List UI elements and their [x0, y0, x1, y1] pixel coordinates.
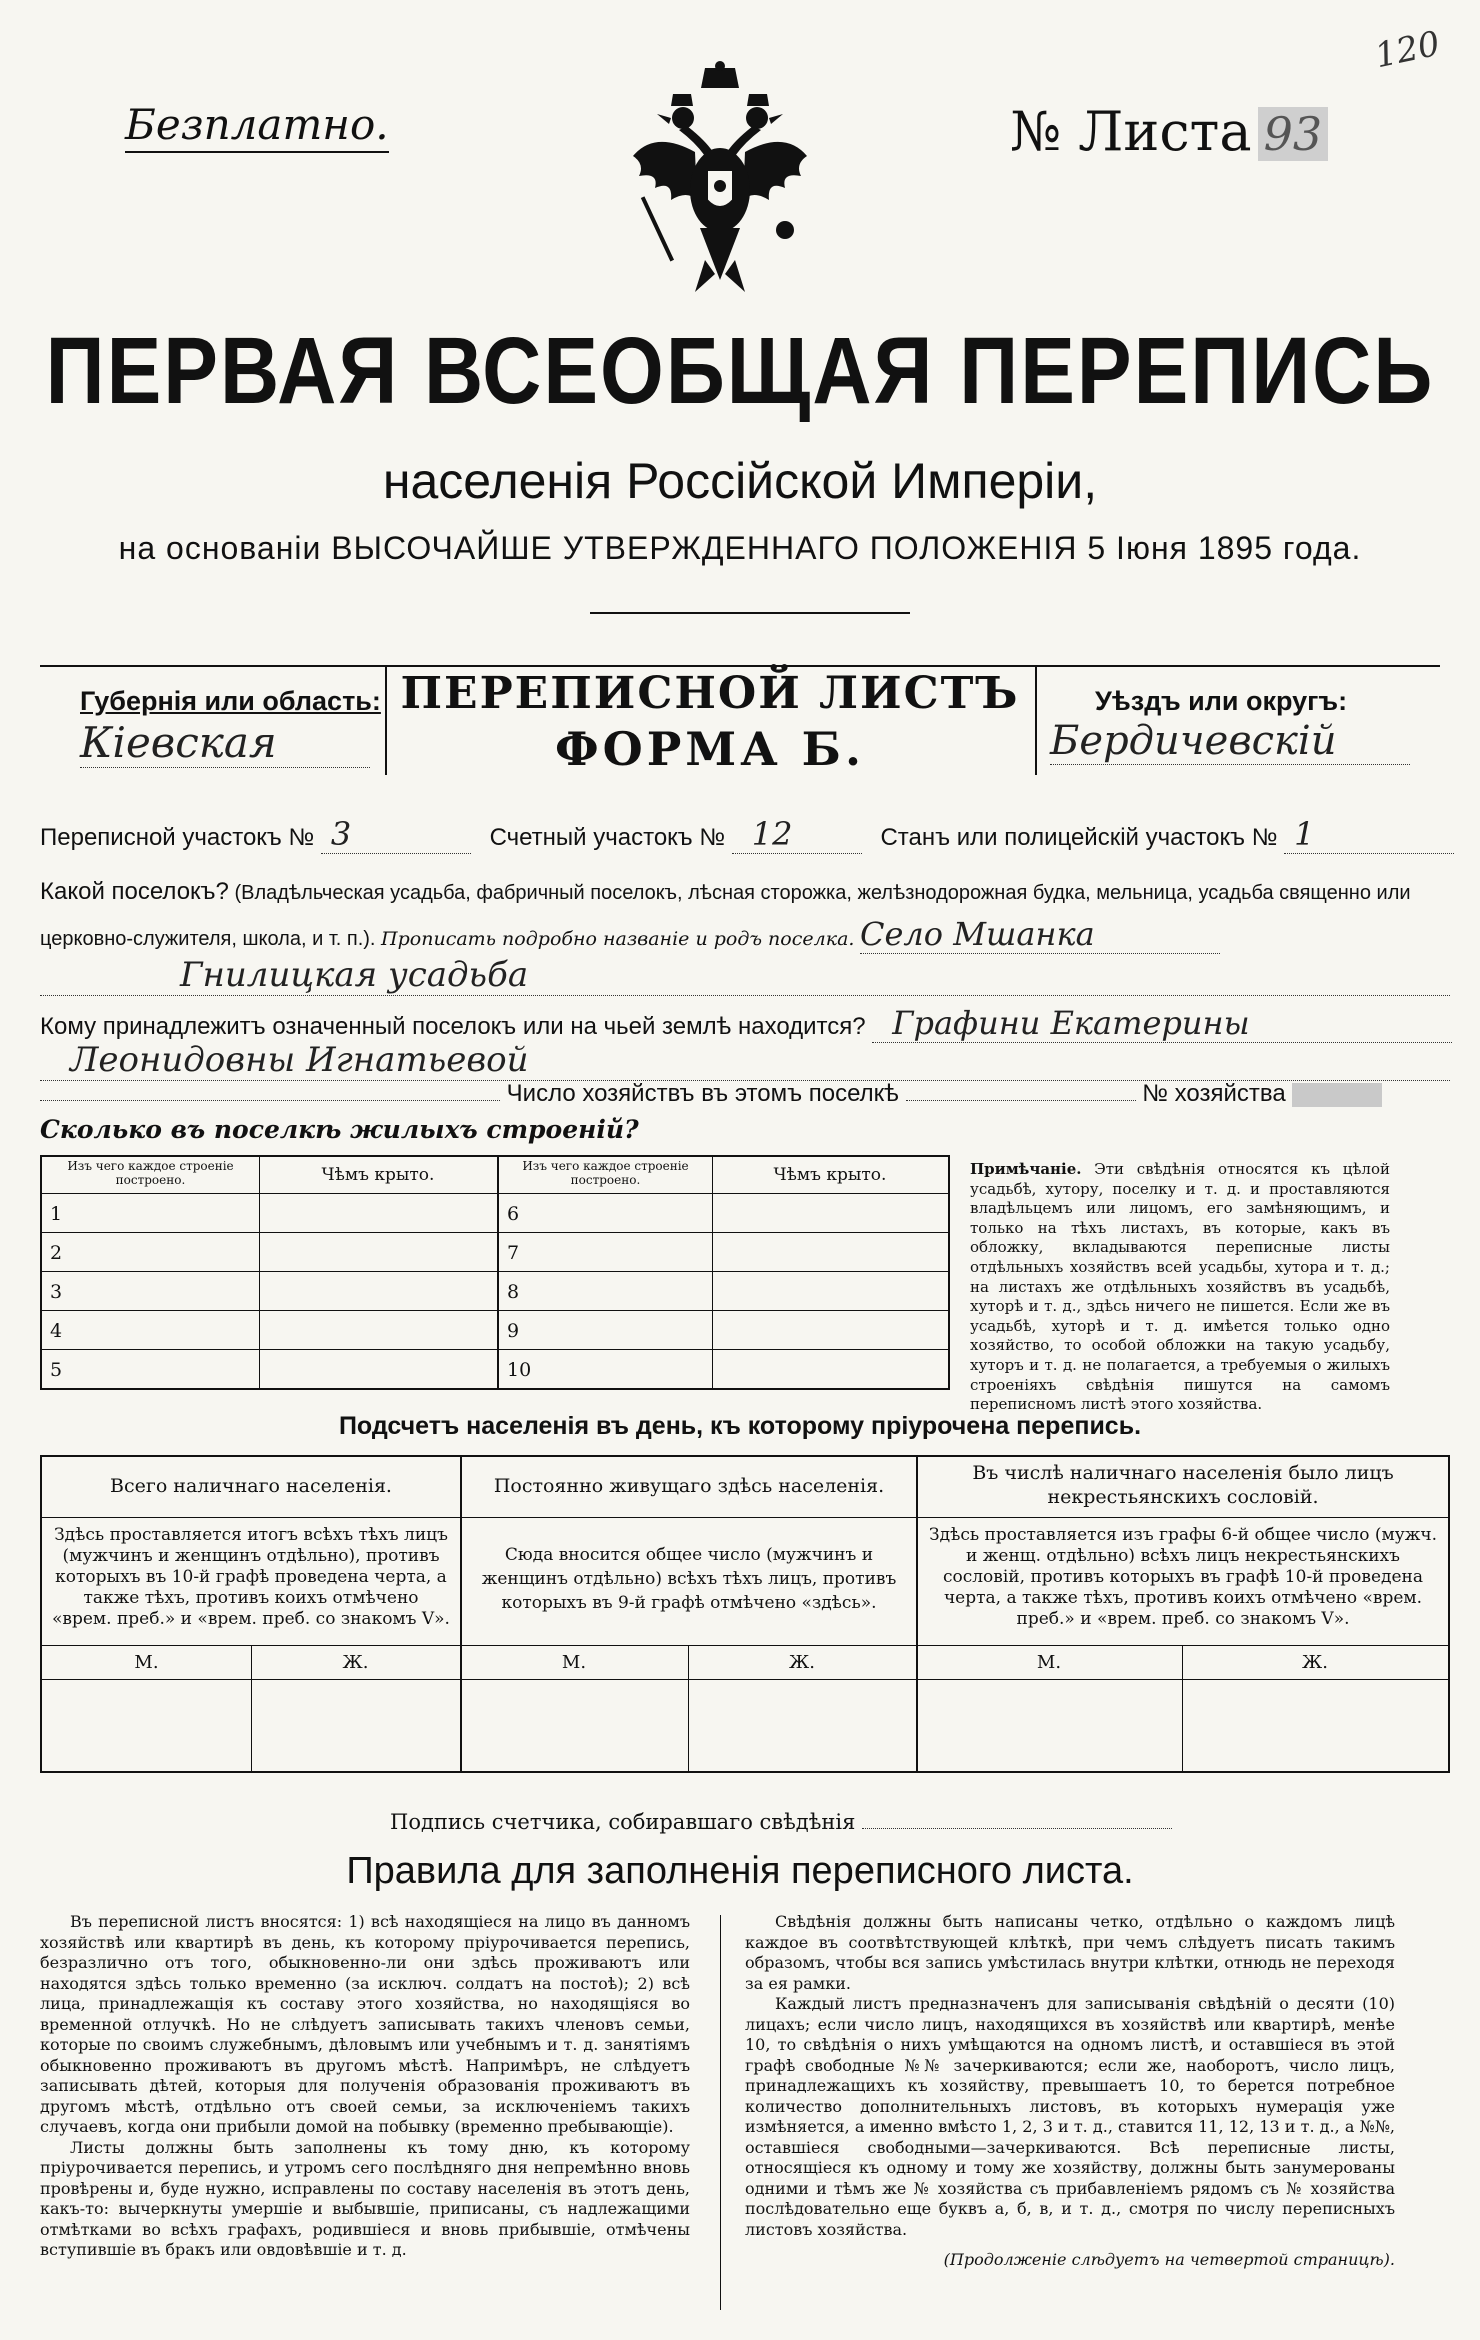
pop-rule — [42, 1645, 1448, 1646]
form-top-rule — [40, 665, 1440, 667]
table-row — [499, 1311, 948, 1350]
table-row — [42, 1233, 497, 1272]
table-row — [499, 1272, 948, 1311]
table-row — [499, 1233, 948, 1272]
note-text: Эти свѣдѣнія относятся къ цѣлой усадьбѣ, хутору, поселку и т. д. и проставляются владѣльцемъ или лицомъ, его замѣняющимъ, и только на тѣхъ листахъ, въ которые, какъ въ обложку, вкладываются переписные листы отдѣльныхъ хозяйствъ всей усадьбы, хутора и т. д.; на листахъ же отдѣльныхъ хозяйствъ въ усадьбѣ, хуторѣ и т. д., здѣсь ничего не пишется. Если же въ усадьбѣ, хуторѣ и т. д. имѣется только одно хозяйство, то особой обложки на такую усадьбу, хуторъ и т. д. не полагается, а требуемыя о жилыхъ строеніяхъ свѣдѣнія пишутся на самомъ переписномъ листѣ этого хозяйства. — [970, 1160, 1390, 1414]
rules-title: Правила для заполненія переписного листа. — [346, 1850, 1134, 1892]
sheet-number — [1010, 100, 1328, 163]
census-area-value: 3 — [321, 815, 471, 854]
row-number: 8 — [507, 1281, 520, 1303]
page-subtitle: населенія Россійской Имперіи, — [382, 453, 1098, 509]
row-number: 9 — [507, 1320, 520, 1342]
sheet-title: ПЕРЕПИСНОЙ ЛИСТЪ — [400, 668, 1020, 719]
divider — [590, 612, 910, 614]
province-label: Губернія или область: — [80, 686, 381, 716]
households-blank-lead — [40, 1100, 500, 1101]
table-row — [499, 1194, 948, 1233]
pop-rule — [42, 1679, 1448, 1680]
rules-right-p2: Каждый листъ предназначенъ для записыванія свѣдѣній о десяти (10) лицахъ; если число лицъ, находящихся въ хозяйствѣ или квартирѣ, менѣе 10, то свѣдѣнія о нихъ умѣщаются на одномъ листѣ, и оставшіеся въ этой графѣ свободные №№ зачеркиваются; если же, наоборотъ, число лицъ, принадлежащихъ къ хозяйству, превышаетъ 10, то берется потребное количество дополнительныхъ листовъ, въ которыхъ нумерація уже измѣняется, а именно вмѣсто 1, 2, 3 и т. д., ставится 11, 12, 13 и т. д., а №№, оставшіеся свободными—зачеркиваются. Всѣ переписные листы, относящіеся къ одному и тому же хозяйству, должны быть занумерованы одними и тѣмъ же № хозяйства съ прибавленіемъ рядомъ съ № хозяйства послѣдовательно еще буквъ а, б, в, и т. д., смотря по числу переписныхъ листовъ хозяйства. — [745, 1994, 1395, 2239]
rules-continued: (Продолженіе слѣдуетъ на четвертой страницѣ). — [943, 2250, 1395, 2269]
row-number: 2 — [50, 1242, 63, 1264]
settlement-value-2: Гнилицкая усадьба — [40, 955, 1450, 996]
note-label: Примѣчаніе. — [970, 1160, 1082, 1178]
col-roof-left: Чѣмъ крыто. — [321, 1165, 435, 1185]
pop-m-2: М. — [561, 1652, 587, 1673]
table-row — [42, 1311, 497, 1350]
row-number: 1 — [50, 1203, 63, 1225]
form-divider-right — [1035, 665, 1037, 775]
note — [970, 1160, 1390, 1415]
rules-col-rule — [720, 1915, 721, 2310]
station-label: Станъ или полицейскій участокъ № — [880, 824, 1278, 851]
row-number: 3 — [50, 1281, 63, 1303]
district-label: Уѣздъ или округъ: — [1095, 686, 1348, 716]
sheet-number-value: 93 — [1258, 107, 1329, 161]
page-title: ПЕРВАЯ ВСЕОБЩАЯ ПЕРЕПИСЬ — [45, 319, 1435, 424]
owner-value-1: Графини Екатерины — [872, 1004, 1452, 1043]
census-area-label: Переписной участокъ № — [40, 824, 315, 851]
household-no-label: № хозяйства — [1142, 1080, 1286, 1107]
rules-right-p1: Свѣдѣнія должны быть написаны четко, отдѣльно о каждомъ лицѣ каждое въ соотвѣтствующей клѣткѣ, при чемъ слѣдуетъ писать такимъ образомъ, чтобы вся запись умѣстилась внутри клѣтки, отнюдь не переходя за ея рамки. — [745, 1912, 1395, 1993]
household-no-redacted — [1292, 1083, 1382, 1107]
row-number: 4 — [50, 1320, 63, 1342]
signature-blank — [862, 1828, 1172, 1829]
station-value: 1 — [1284, 815, 1454, 854]
table-row — [42, 1272, 497, 1311]
settlement-instruction: Прописать подробно названіе и родъ поселка. — [381, 928, 855, 950]
coat-of-arms-icon — [625, 60, 815, 300]
rules-left-p1: Въ переписной листъ вносятся: 1) всѣ находящіеся на лицо въ данномъ хозяйствѣ или квартирѣ въ день, къ которому пріурочивается перепись, безразлично отъ того, обыкновенно-ли они здѣсь проживаютъ или находятся здѣсь только временно (за исключ. солдатъ на постоѣ); 2) всѣ лица, принадлежащія къ составу этого хозяйства, но находящіяся во временной отлучкѣ. Но не слѣдуетъ записывать такихъ членовъ семьи, которые по своимъ служебнымъ, дѣловымъ или учебнымъ и т. д. занятіямъ обыкновенно проживаютъ въ другомъ мѣстѣ. Напримѣръ, не слѣдуетъ записывать дѣтей, которыя для полученія образованія проживаютъ въ другомъ мѣстѣ, отдѣльно отъ своей семьи, за исключеніемъ такихъ случаевъ, когда они прибыли домой на побывку (временно пребывающіе). — [40, 1912, 690, 2136]
buildings-label: Сколько въ поселкѣ жилыхъ строеній? — [40, 1115, 639, 1144]
owner-row — [40, 1004, 1450, 1043]
households-label: Число хозяйствъ въ этомъ поселкѣ — [506, 1080, 899, 1107]
pop-col3-head: Въ числѣ наличнаго населенія было лицъ некрестьянскихъ сословій. — [972, 1462, 1394, 1508]
pop-f-1: Ж. — [342, 1652, 369, 1673]
settlement-value-1: Село Мшанка — [860, 915, 1220, 954]
col-material-left: Изъ чего каждое строеніе построено. — [67, 1159, 234, 1187]
row-number: 7 — [507, 1242, 520, 1264]
sheet-number-label: № Листа — [1010, 100, 1252, 163]
row-number: 5 — [50, 1359, 63, 1381]
households-row — [40, 1080, 1450, 1108]
households-blank — [906, 1100, 1136, 1101]
province-value: Кіевская — [80, 718, 370, 768]
owner-label: Кому принадлежитъ означенный поселокъ или на чьей землѣ находится? — [40, 1013, 866, 1040]
pop-f-3: Ж. — [1302, 1652, 1328, 1673]
table-row — [42, 1350, 497, 1389]
corner-mark: 120 — [1371, 23, 1444, 77]
settlement-hint: (Владѣльческая усадьба, фабричный поселокъ, лѣсная сторожка, желѣзнодорожная будка, мельница, усадьба священно или церковно-служителя, школа, и т. п.). — [40, 882, 1411, 950]
count-area-value: 12 — [732, 815, 862, 854]
pop-col2-text: Сюда вносится общее число (мужчинъ и женщинъ отдѣльно) всѣхъ тѣхъ лицъ, противъ которыхъ въ 9-й графѣ отмѣчено «здѣсь». — [481, 1545, 897, 1613]
pop-rule — [460, 1457, 462, 1771]
signature-row — [390, 1810, 1172, 1834]
population-title: Подсчетъ населенія въ день, къ которому пріурочена перепись. — [338, 1412, 1142, 1440]
pop-col3-text: Здѣсь проставляется изъ графы 6-й общее число (мужч. и женщ. отдѣльно) всѣхъ лицъ некрестьянскихъ сословій, противъ которыхъ въ графѣ 10-й проведена черта, а также тѣхъ, противъ коихъ отмѣчено «врем. преб.» и «врем. преб. со знакомъ V». — [929, 1525, 1437, 1629]
pop-f-2: Ж. — [789, 1652, 815, 1673]
count-area-label: Счетный участокъ № — [489, 824, 726, 851]
pop-col1-text: Здѣсь проставляется итогъ всѣхъ тѣхъ лицъ (мужчинъ и женщинъ отдѣльно), противъ которыхъ въ 10-й графѣ проведена черта, а также тѣхъ, противъ коихъ отмѣчено «врем. преб.» и «врем. преб. со знакомъ V». — [52, 1525, 450, 1629]
table-row — [42, 1194, 497, 1233]
rules-right — [745, 1912, 1395, 2271]
table-row — [499, 1350, 948, 1389]
rules-left-p2: Листы должны быть заполнены къ тому дню, къ которому пріурочивается перепись, и утромъ сего послѣдняго дня непремѣнно вновь провѣрены и, буде нужно, исправлены по составу населенія въ этотъ день, какъ-то: вычеркнуты умершіе и выбывшіе, приписаны, съ надлежащими отмѣтками во всѣхъ графахъ, родившіеся и вновь прибывшіе, отмѣчены вступившіе въ бракъ или овдовѣвшіе и т. д. — [40, 2137, 690, 2259]
pop-col2-head: Постоянно живущаго здѣсь населенія. — [493, 1475, 885, 1497]
pop-m-1: М. — [134, 1652, 159, 1673]
settlement-label: Какой поселокъ? — [40, 878, 229, 905]
col-material-right: Изъ чего каждое строеніе построено. — [522, 1159, 689, 1187]
buildings-table — [40, 1155, 950, 1390]
signature-label: Подпись счетчика, собиравшаго свѣдѣнія — [390, 1810, 856, 1834]
row-number: 6 — [507, 1203, 520, 1225]
row-number: 10 — [507, 1359, 532, 1381]
pop-col1-head: Всего наличнаго населенія. — [110, 1475, 392, 1497]
pop-m-3: М. — [1036, 1652, 1062, 1673]
free-label: Безплатно. — [125, 100, 389, 153]
settlement-block — [40, 870, 1450, 961]
area-row — [40, 815, 1450, 854]
population-table — [40, 1455, 1450, 1773]
pop-rule — [42, 1517, 1448, 1518]
legal-basis: на основаніи ВЫСОЧАЙШЕ УТВЕРЖДЕННАГО ПОЛОЖЕНІЯ 5 Іюня 1895 года. — [118, 530, 1362, 566]
form-title: ФОРМА Б. — [554, 722, 866, 776]
owner-value-2: Леонидовны Игнатьевой — [40, 1040, 1450, 1081]
district-value: Бердичевскій — [1050, 718, 1410, 765]
rules-left — [40, 1912, 690, 2261]
col-roof-right: Чѣмъ крыто. — [773, 1165, 887, 1185]
